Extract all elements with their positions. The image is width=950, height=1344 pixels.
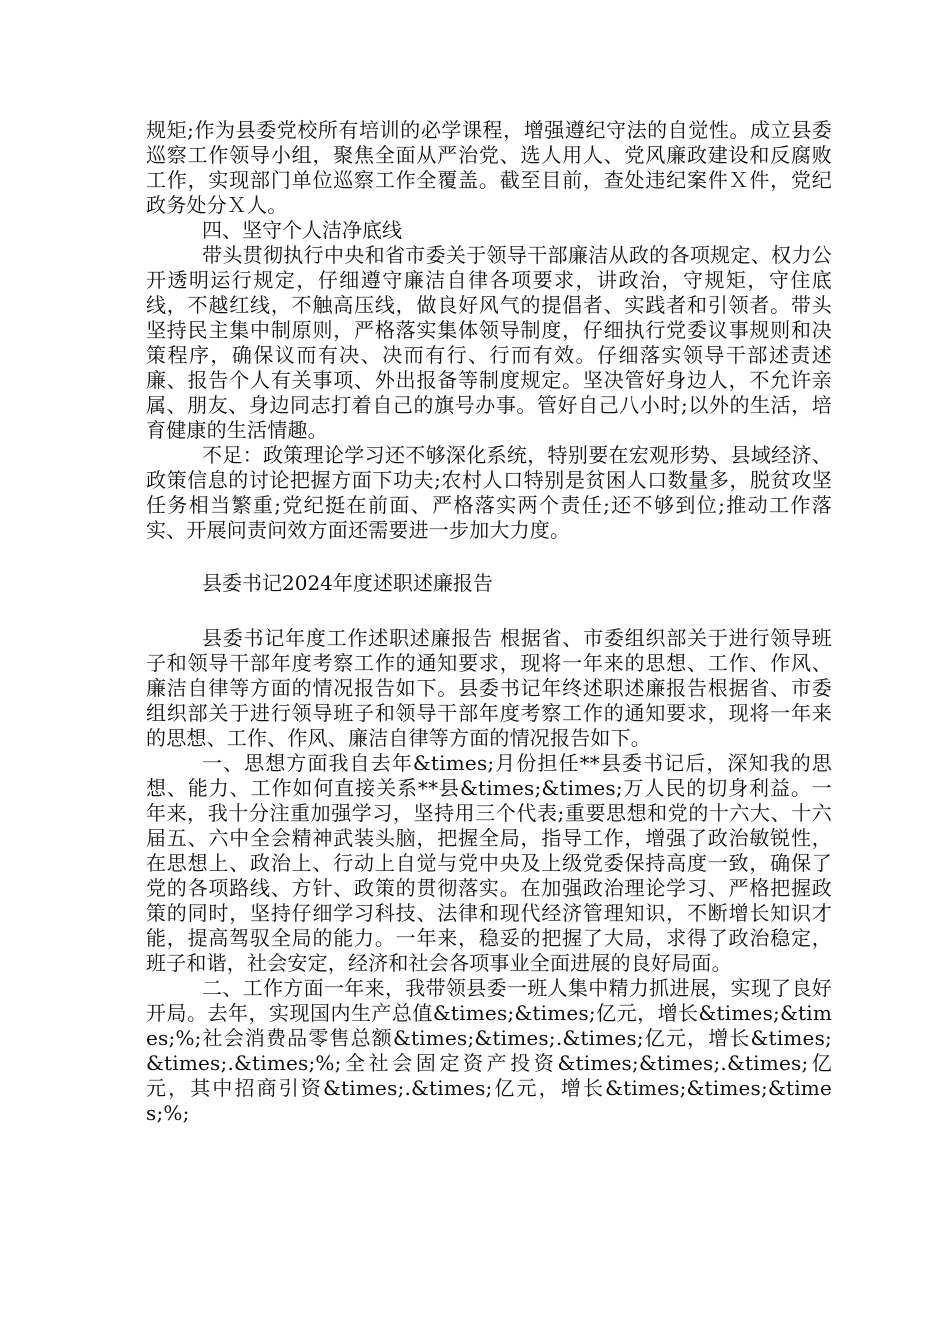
spacer	[146, 596, 832, 626]
report-title: 县委书记2024年度述职述廉报告	[202, 571, 493, 595]
intro-paragraph: 县委书记年度工作述职述廉报告 根据省、市委组织部关于进行领导班子和领导干部年度考察工作的通知要求，现将一年来的思想、工作、作风、廉洁自律等方面的情况报告如下。县委书记年终述职述廉报告根据省、市委组织部关于进行领导班子和领导干部年度考察工作的通知要求，现将一年来的思想、工作、作风、廉洁自律等方面的情况报告如下。	[146, 626, 832, 750]
part-two-paragraph: 二、工作方面一年来，我带领县委一班人集中精力抓进展，实现了良好开局。去年，实现国内生产总值&times;&times;亿元，增长&times;&times;%;社会消费品零售总额&times;&times;.&times;亿元，增长&times;&times;.&times;%;全社会固定资产投资&times;&times;.&times;亿元，其中招商引资&times;.&times;亿元，增长&times;&times;&times;%;	[146, 976, 832, 1125]
section-four-body: 带头贯彻执行中央和省市委关于领导干部廉洁从政的各项规定、权力公开透明运行规定，仔细遵守廉洁自律各项要求，讲政治，守规矩，守住底线，不越红线，不触高压线，做良好风气的提倡者、实践者和引领者。带头坚持民主集中制原则，严格落实集体领导制度，仔细执行党委议事规则和决策程序，确保议而有决、决而有行、行而有效。仔细落实领导干部述责述廉、报告个人有关事项、外出报备等制度规定。坚决管好身边人，不允许亲属、朋友、身边同志打着自己的旗号办事。管好自己八小时;以外的生活，培育健康的生活情趣。	[146, 243, 832, 442]
spacer	[146, 543, 832, 571]
shortcomings-paragraph: 不足：政策理论学习还不够深化系统，特别要在宏观形势、县域经济、政策信息的讨论把握方面下功夫;农村人口特别是贫困人口数量多，脱贫攻坚任务相当繁重;党纪挺在前面、严格落实两个责任;还不够到位;推动工作落实、开展问责问效方面还需要进一步加大力度。	[146, 443, 832, 542]
continuation-paragraph: 规矩;作为县委党校所有培训的必学课程，增强遵纪守法的自觉性。成立县委巡察工作领导小组，聚焦全面从严治党、选人用人、党风廉政建设和反腐败工作，实现部门单位巡察工作全覆盖。截至目前，查处违纪案件Ｘ件，党纪政务处分Ｘ人。	[146, 118, 832, 217]
part-one-paragraph: 一、思想方面我自去年&times;月份担任**县委书记后，深知我的思想、能力、工作如何直接关系**县&times;&times;万人民的切身利益。一年来，我十分注重加强学习，坚持用三个代表;重要思想和党的十六大、十六届五、六中全会精神武装头脑，把握全局，指导工作，增强了政治敏锐性，在思想上、政治上、行动上自觉与党中央及上级党委保持高度一致，确保了党的各项路线、方针、政策的贯彻落实。在加强政治理论学习、严格把握政策的同时，坚持仔细学习科技、法律和现代经济管理知识，不断增长知识才能，提高驾驭全局的能力。一年来，稳妥的把握了大局，求得了政治稳定，班子和谐，社会安定，经济和社会各项事业全面进展的良好局面。	[146, 751, 832, 975]
section-heading-four: 四、坚守个人洁净底线	[202, 218, 402, 242]
document-page	[146, 118, 832, 1126]
